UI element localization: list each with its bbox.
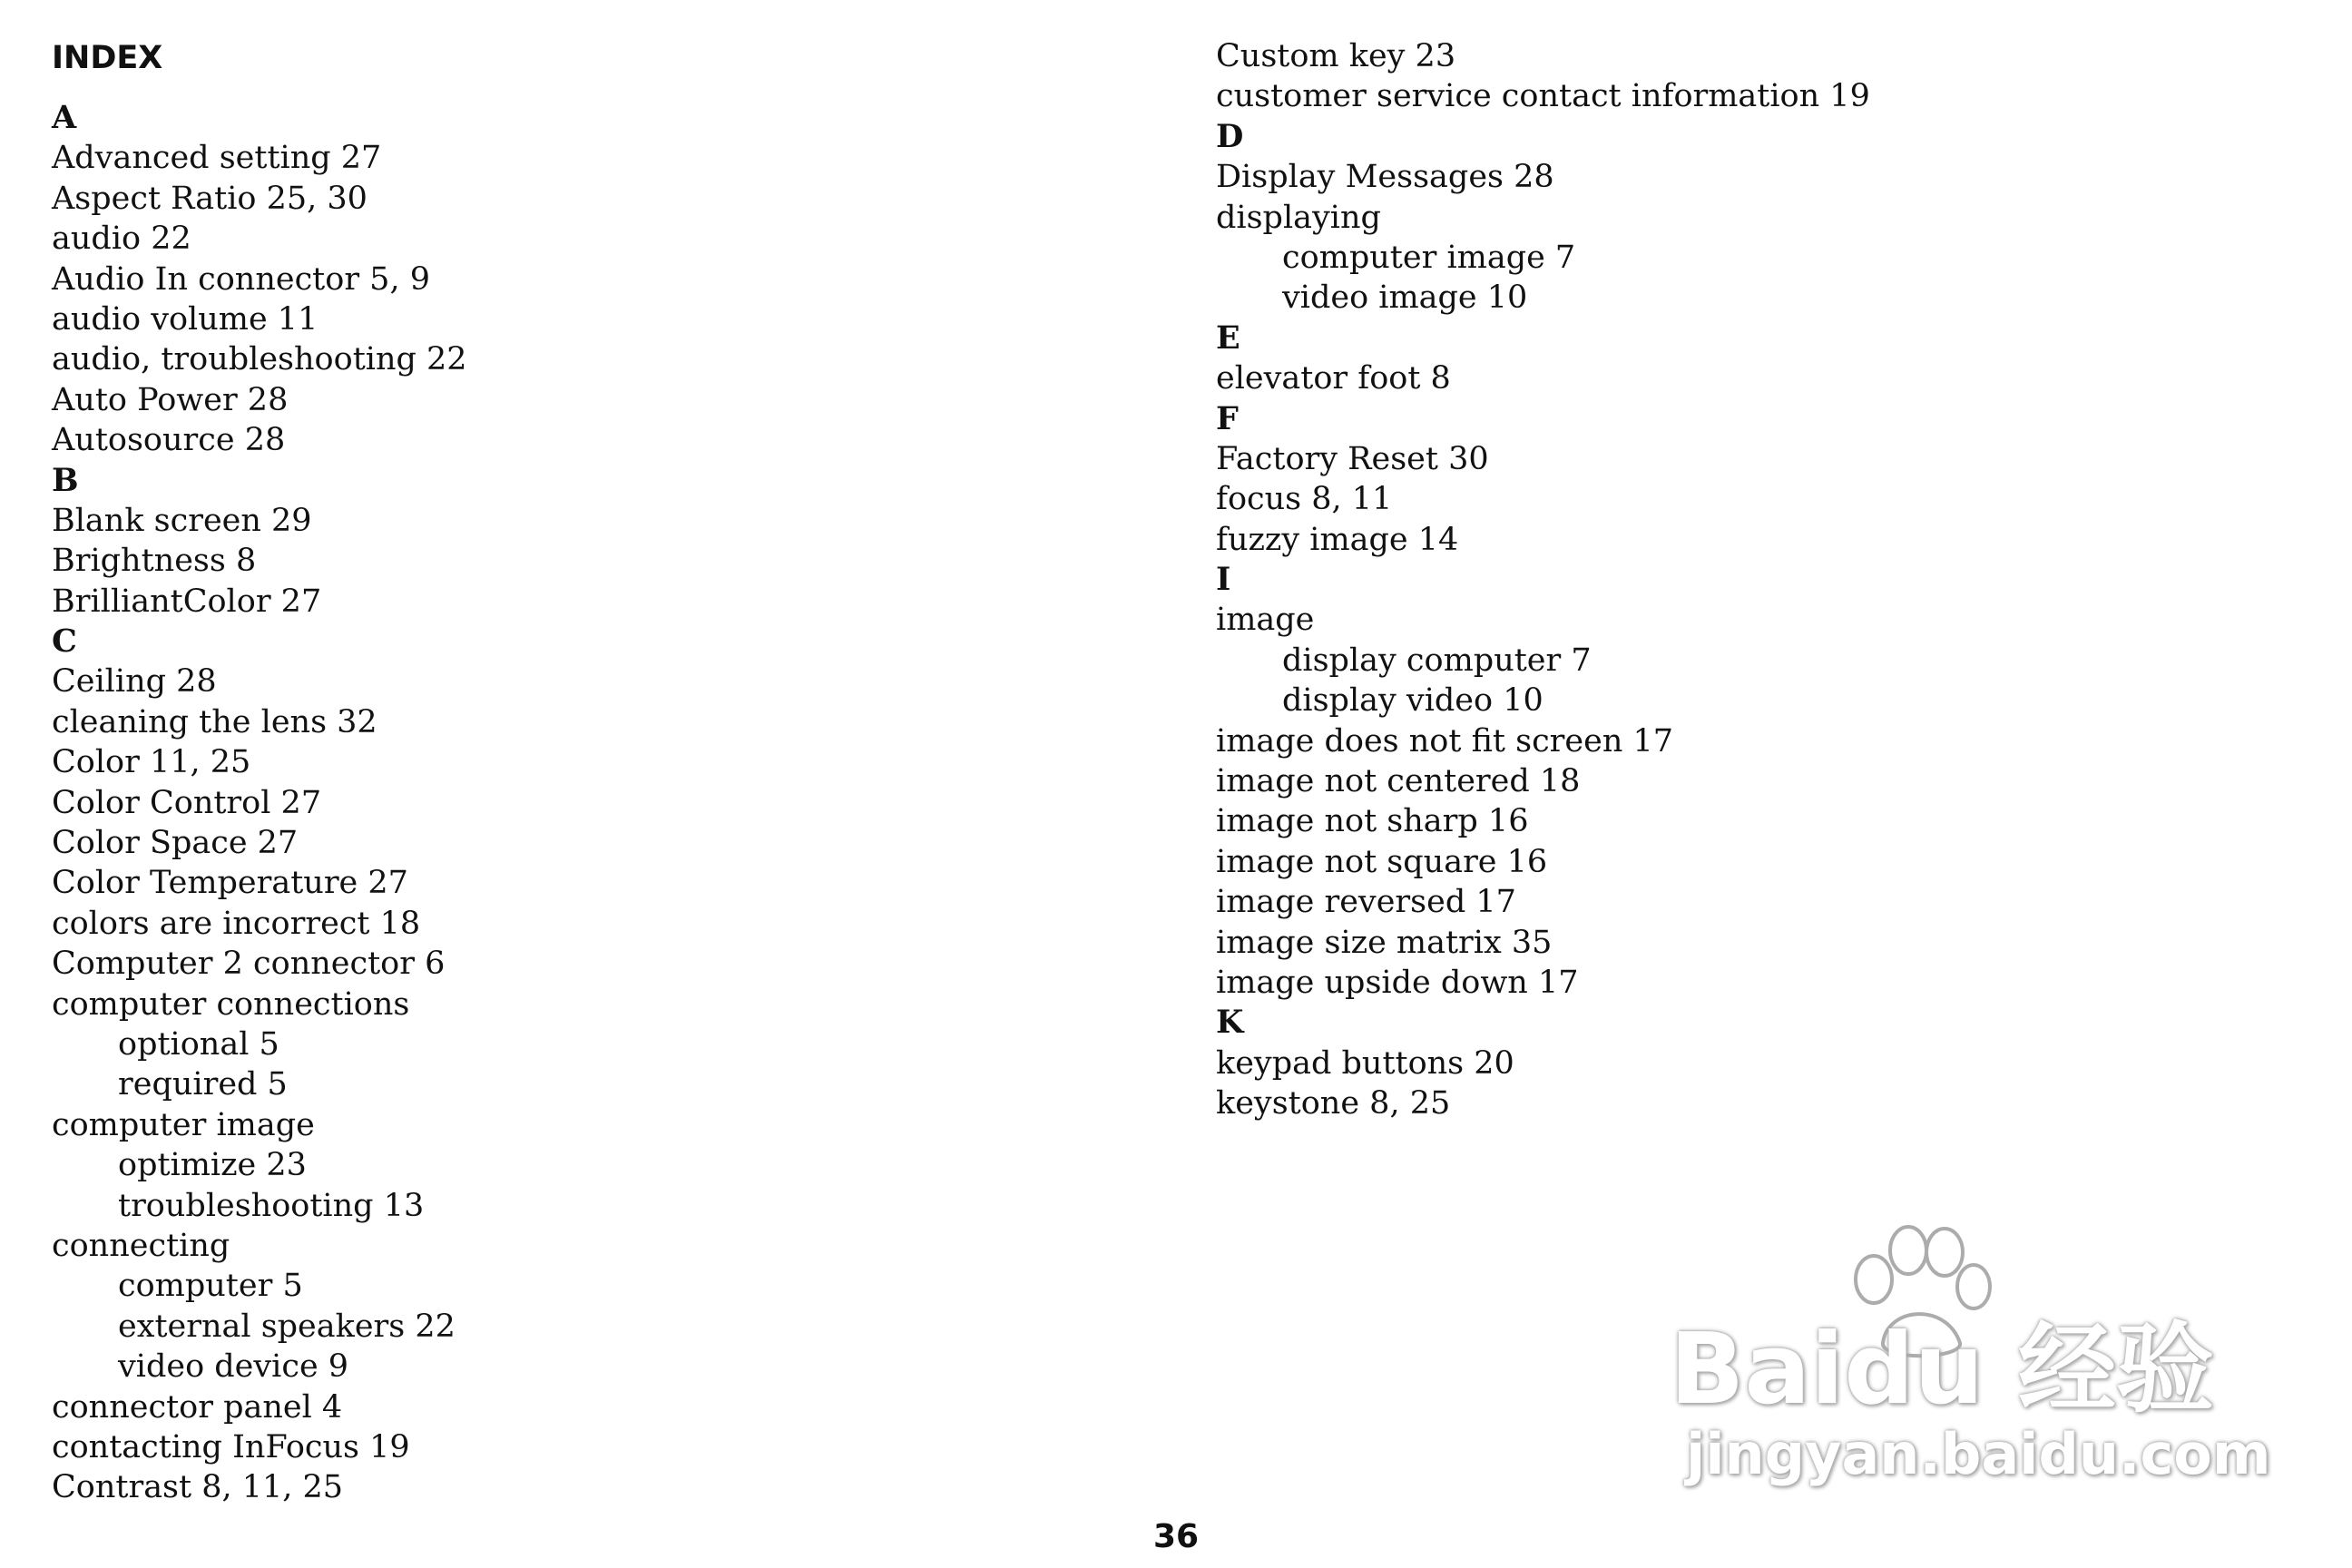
index-entry: contacting InFocus 19 <box>52 1428 410 1465</box>
index-entry: image reversed 17 <box>1216 884 1516 921</box>
index-subentry: optional 5 <box>118 1025 279 1063</box>
index-entry: Color Control 27 <box>52 784 322 821</box>
index-subentry: display computer 7 <box>1282 642 1592 679</box>
index-entry: customer service contact information 19 <box>1216 78 1870 115</box>
index-entry: connecting <box>52 1227 230 1264</box>
index-entry: cleaning the lens 32 <box>52 703 377 740</box>
index-entry: connector panel 4 <box>52 1388 343 1426</box>
index-entry: image not sharp 16 <box>1216 803 1529 840</box>
index-entry: Aspect Ratio 25, 30 <box>52 180 368 217</box>
index-entry: audio volume 11 <box>52 300 318 338</box>
index-subentry: video device 9 <box>118 1348 349 1386</box>
baidu-watermark <box>1670 1216 2271 1506</box>
baidu-logo-text: Baidu 经验 <box>1670 1313 2215 1426</box>
index-entry: Advanced setting 27 <box>52 140 382 177</box>
baidu-domain-text: jingyan.baidu.com <box>1686 1421 2271 1487</box>
index-list-right <box>1216 36 2259 1124</box>
index-entry: image does not fit screen 17 <box>1216 722 1674 760</box>
index-entry: Custom key 23 <box>1216 38 1456 74</box>
index-letter-heading: A <box>52 99 77 136</box>
index-entry: image not centered 18 <box>1216 763 1581 800</box>
index-entry: Blank screen 29 <box>52 502 312 539</box>
index-entry: image upside down 17 <box>1216 964 1579 1001</box>
index-entry: Ceiling 28 <box>52 663 217 701</box>
index-entry: keypad buttons 20 <box>1216 1044 1514 1082</box>
index-entry: image size matrix 35 <box>1216 924 1553 961</box>
index-letter-heading: C <box>52 622 77 661</box>
index-entry: displaying <box>1216 199 1381 236</box>
index-entry: Color Space 27 <box>52 825 299 862</box>
index-entry: Audio In connector 5, 9 <box>52 260 430 298</box>
index-entry: Factory Reset 30 <box>1216 440 1489 477</box>
index-subentry: display video 10 <box>1282 682 1544 720</box>
index-subentry: required 5 <box>118 1066 288 1103</box>
index-subentry: optimize 23 <box>118 1147 307 1184</box>
index-letter-heading: B <box>52 461 79 499</box>
index-entry: audio, troubleshooting 22 <box>52 341 467 378</box>
index-subentry: video image 10 <box>1282 279 1528 317</box>
index-letter-heading: E <box>1216 318 1240 357</box>
index-list-left <box>52 98 1095 1508</box>
index-entry: Color Temperature 27 <box>52 865 408 902</box>
index-entry: computer connections <box>52 985 410 1023</box>
index-entry: computer image <box>52 1106 315 1143</box>
index-subentry: external speakers 22 <box>118 1308 456 1345</box>
index-entry: Contrast 8, 11, 25 <box>52 1469 344 1506</box>
index-title: INDEX <box>52 40 163 76</box>
index-entry: audio 22 <box>52 220 191 258</box>
index-letter-heading: F <box>1216 399 1239 437</box>
index-entry: image <box>1216 602 1315 639</box>
index-letter-heading: D <box>1216 117 1244 155</box>
page-number: 36 <box>1152 1518 1200 1555</box>
index-entry: fuzzy image 14 <box>1216 521 1459 558</box>
index-entry: Brightness 8 <box>52 543 257 580</box>
index-entry: focus 8, 11 <box>1216 481 1393 518</box>
index-entry: colors are incorrect 18 <box>52 905 421 942</box>
index-letter-heading: I <box>1216 561 1231 599</box>
index-entry: Computer 2 connector 6 <box>52 946 446 983</box>
index-subentry: computer image 7 <box>1282 239 1576 276</box>
index-subentry: computer 5 <box>118 1268 303 1305</box>
index-column-left <box>52 36 1095 1508</box>
index-entry: Color 11, 25 <box>52 744 251 781</box>
index-column-right <box>1216 36 2259 1124</box>
index-entry: elevator foot 8 <box>1216 360 1451 397</box>
index-entry: Autosource 28 <box>52 422 286 459</box>
index-entry: Auto Power 28 <box>52 381 289 418</box>
index-entry: image not square 16 <box>1216 843 1548 880</box>
index-entry: Display Messages 28 <box>1216 159 1554 196</box>
index-entry: BrilliantColor 27 <box>52 583 322 620</box>
index-entry: keystone 8, 25 <box>1216 1085 1451 1122</box>
index-subentry: troubleshooting 13 <box>118 1187 425 1224</box>
index-letter-heading: K <box>1216 1004 1244 1042</box>
